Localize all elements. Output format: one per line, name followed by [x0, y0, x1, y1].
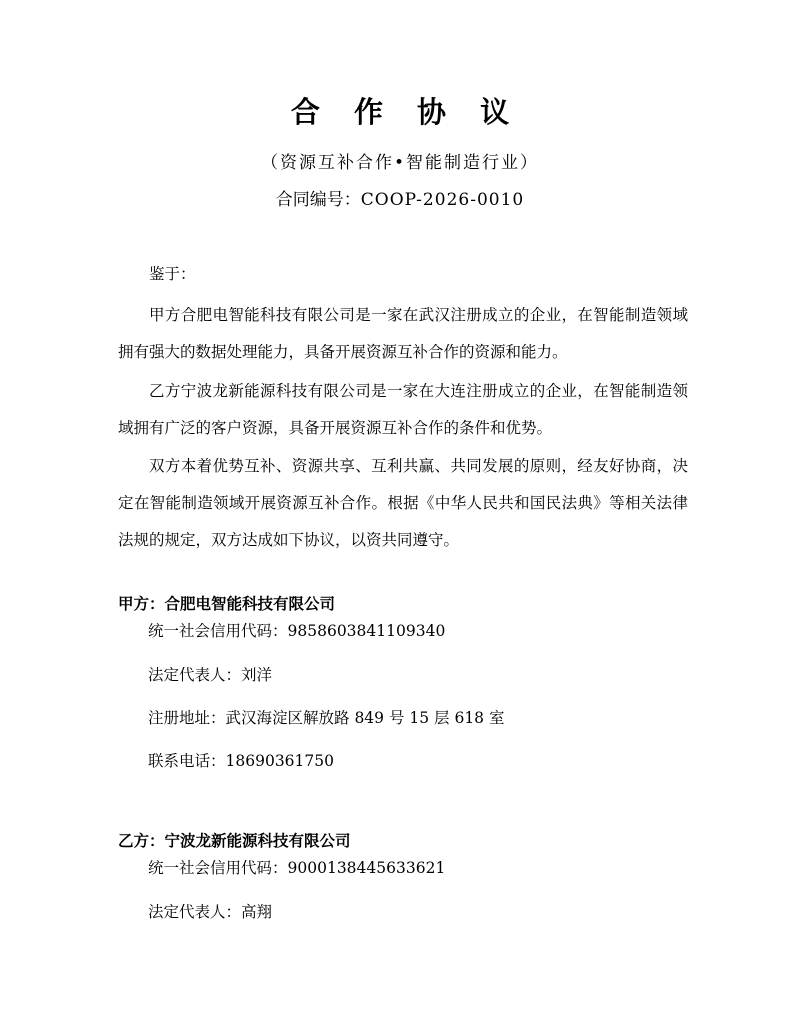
- contract-number: [0, 187, 800, 213]
- party-a-address: [148, 706, 504, 730]
- party-a-credit-code-value: 9858603841109340: [287, 622, 446, 640]
- document-title: 合 作 协 议: [290, 95, 522, 129]
- party-a-phone-label: 联系电话：: [148, 752, 226, 770]
- preamble-heading: 鉴于：: [149, 265, 196, 283]
- party-b-label: 乙方：: [118, 832, 165, 850]
- party-b-credit-code-label: 统一社会信用代码：: [148, 859, 288, 877]
- party-a-legal-rep-value: 刘洋: [241, 666, 273, 684]
- party-a-company: 合肥电智能科技有限公司: [164, 595, 336, 613]
- party-a-name: [118, 592, 335, 616]
- contract-number-label: 合同编号：: [275, 190, 361, 210]
- party-a-credit-code-label: 统一社会信用代码：: [148, 622, 288, 640]
- preamble-paragraph-1: 甲方合肥电智能科技有限公司是一家在武汉注册成立的企业，在智能制造领域拥有强大的数据处理能力，具备开展资源互补合作的资源和能力。: [118, 306, 688, 361]
- party-a-credit-code: [148, 619, 445, 643]
- contract-number-value: COOP-2026-0010: [360, 190, 525, 210]
- party-b-company: 宁波龙新能源科技有限公司: [164, 832, 351, 850]
- party-a-legal-rep: [148, 663, 272, 687]
- party-a-label: 甲方：: [118, 595, 165, 613]
- party-b-credit-code: [148, 856, 445, 880]
- party-b-legal-rep-label: 法定代表人：: [148, 903, 242, 921]
- party-b-legal-rep-value: 高翔: [241, 903, 273, 921]
- party-a-phone: [148, 749, 334, 773]
- party-b-name: [118, 829, 351, 853]
- document-subtitle: （资源互补合作•智能制造行业）: [260, 153, 540, 173]
- party-a-address-label: 注册地址：: [148, 709, 226, 727]
- party-a-address-value: 武汉海淀区解放路 849 号 15 层 618 室: [225, 709, 505, 727]
- preamble-paragraph-2: 乙方宁波龙新能源科技有限公司是一家在大连注册成立的企业，在智能制造领域拥有广泛的客户资源，具备开展资源互补合作的条件和优势。: [118, 382, 688, 437]
- preamble-paragraph-3: 双方本着优势互补、资源共享、互利共赢、共同发展的原则，经友好协商，决定在智能制造领域开展资源互补合作。根据《中华人民共和国民法典》等相关法律法规的规定，双方达成如下协议，以资共同遵守。: [118, 457, 688, 549]
- party-b-credit-code-value: 9000138445633621: [287, 859, 446, 877]
- party-a-legal-rep-label: 法定代表人：: [148, 666, 242, 684]
- party-b-legal-rep: [148, 900, 272, 924]
- party-a-phone-value: 18690361750: [225, 752, 334, 770]
